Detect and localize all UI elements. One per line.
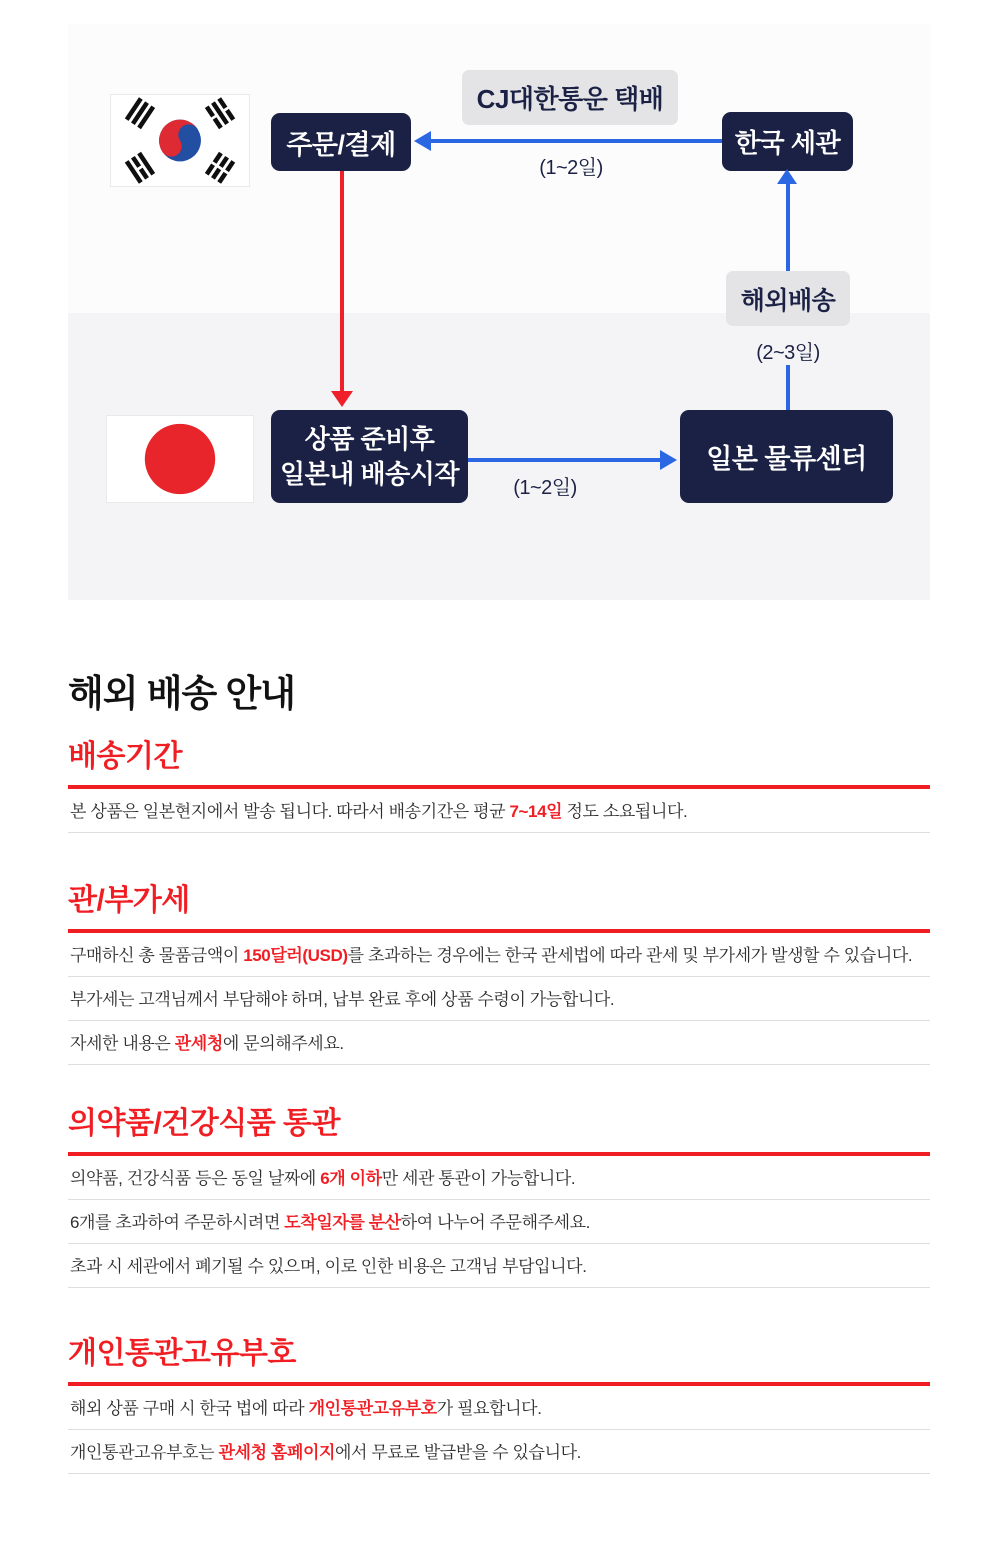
- plain-text: 의약품, 건강식품 등은 동일 날짜에: [70, 1169, 321, 1188]
- highlight-text: 관세청: [174, 1034, 223, 1053]
- section-heading: 의약품/건강식품 통관: [68, 1107, 340, 1140]
- overseas-shipping-text: 해외배송: [740, 286, 836, 315]
- cj-delivery-label: [462, 70, 678, 125]
- plain-text: 하여 나누어 주문해주세요.: [400, 1213, 590, 1232]
- overseas-shipping-label: [726, 271, 850, 326]
- duration-label-top: (1~2일): [539, 157, 603, 179]
- page-title: 해외 배송 안내: [68, 673, 296, 714]
- plain-text: 해외 상품 구매 시 한국 법에 따라: [70, 1399, 309, 1418]
- duration-label-bottom: (1~2일): [513, 477, 577, 499]
- plain-text: 에서 무료로 발급받을 수 있습니다.: [335, 1443, 581, 1462]
- info-row: [68, 1200, 930, 1244]
- japan-flag: [106, 415, 254, 503]
- plain-text: 가 필요합니다.: [436, 1399, 542, 1418]
- section-medicine-customs: [68, 1107, 930, 1288]
- plain-text: 본 상품은 일본현지에서 발송 됩니다. 따라서 배송기간은 평균: [70, 802, 510, 821]
- blue-arrow-customs-to-order-line: [431, 139, 722, 143]
- plain-text: 부가세는 고객님께서 부담해야 하며, 납부 완료 후에 상품 수령이 가능합니다.: [70, 990, 615, 1009]
- info-row: [68, 933, 930, 977]
- japan-logistics-label: 일본 물류센터: [706, 444, 867, 474]
- korea-flag-icon: [111, 95, 249, 186]
- plain-text: 에 문의해주세요.: [222, 1034, 344, 1053]
- plain-text: 초과 시 세관에서 폐기될 수 있으며, 이로 인한 비용은 고객님 부담입니다.: [70, 1257, 587, 1276]
- plain-text: 6개를 초과하여 주문하시려면: [70, 1213, 285, 1232]
- info-row: [68, 1386, 930, 1430]
- info-row: [68, 1021, 930, 1065]
- japan-flag-icon: [107, 416, 253, 502]
- blue-arrow-overseas-to-customs-head: [777, 169, 797, 184]
- info-row: [68, 1244, 930, 1288]
- plain-text: 구매하신 총 물품금액이: [70, 946, 244, 965]
- highlight-text: 150달러(USD): [243, 946, 348, 965]
- highlight-text: 관세청 홈페이지: [218, 1443, 336, 1462]
- info-row: [68, 1156, 930, 1200]
- highlight-text: 개인통관고유부호: [308, 1399, 437, 1418]
- blue-arrow-customs-to-order-head: [414, 131, 431, 151]
- highlight-text: 6개 이하: [320, 1169, 382, 1188]
- section-customs-vat: [68, 884, 930, 1065]
- section-heading: 관/부가세: [68, 884, 190, 917]
- order-payment-label: 주문/결제: [286, 129, 396, 160]
- korea-customs-label: 한국 세관: [734, 128, 841, 158]
- plain-text: 자세한 내용은: [70, 1034, 175, 1053]
- plain-text: 개인통관고유부호는: [70, 1443, 219, 1462]
- blue-arrow-overseas-to-customs-line: [786, 183, 790, 271]
- japan-logistics-box: [680, 410, 893, 503]
- cj-delivery-text: CJ대한통운 택배: [476, 84, 664, 114]
- info-row: [68, 977, 930, 1021]
- info-row: [68, 1430, 930, 1474]
- prepare-shipping-box: [271, 410, 468, 503]
- blue-arrow-prepare-to-logistics-head: [660, 450, 677, 470]
- section-personal-customs-code: [68, 1337, 930, 1474]
- section-heading: 개인통관고유부호: [68, 1337, 296, 1370]
- red-arrow-order-to-prepare-line: [340, 171, 344, 393]
- highlight-text: 도착일자를 분산: [284, 1213, 401, 1232]
- korea-flag: [110, 94, 250, 187]
- plain-text: 정도 소요됩니다.: [562, 802, 688, 821]
- red-arrow-order-to-prepare-head: [331, 391, 353, 407]
- duration-label-right: (2~3일): [756, 342, 820, 364]
- highlight-text: 7~14일: [509, 802, 563, 821]
- prepare-shipping-line2: 일본내 배송시작: [279, 458, 460, 489]
- plain-text: 를 초과하는 경우에는 한국 관세법에 따라 관세 및 부가세가 발생할 수 있습니다.: [347, 946, 913, 965]
- plain-text: 만 세관 통관이 가능합니다.: [381, 1169, 576, 1188]
- section-shipping-period: [68, 740, 930, 833]
- blue-arrow-prepare-to-logistics-line: [468, 458, 662, 462]
- order-payment-box: [271, 113, 411, 171]
- korea-customs-box: [722, 112, 853, 171]
- prepare-shipping-line1: 상품 준비후: [304, 423, 435, 454]
- info-row: [68, 789, 930, 833]
- blue-line-logistics-to-overseas: [786, 365, 790, 410]
- section-heading: 배송기간: [68, 740, 182, 773]
